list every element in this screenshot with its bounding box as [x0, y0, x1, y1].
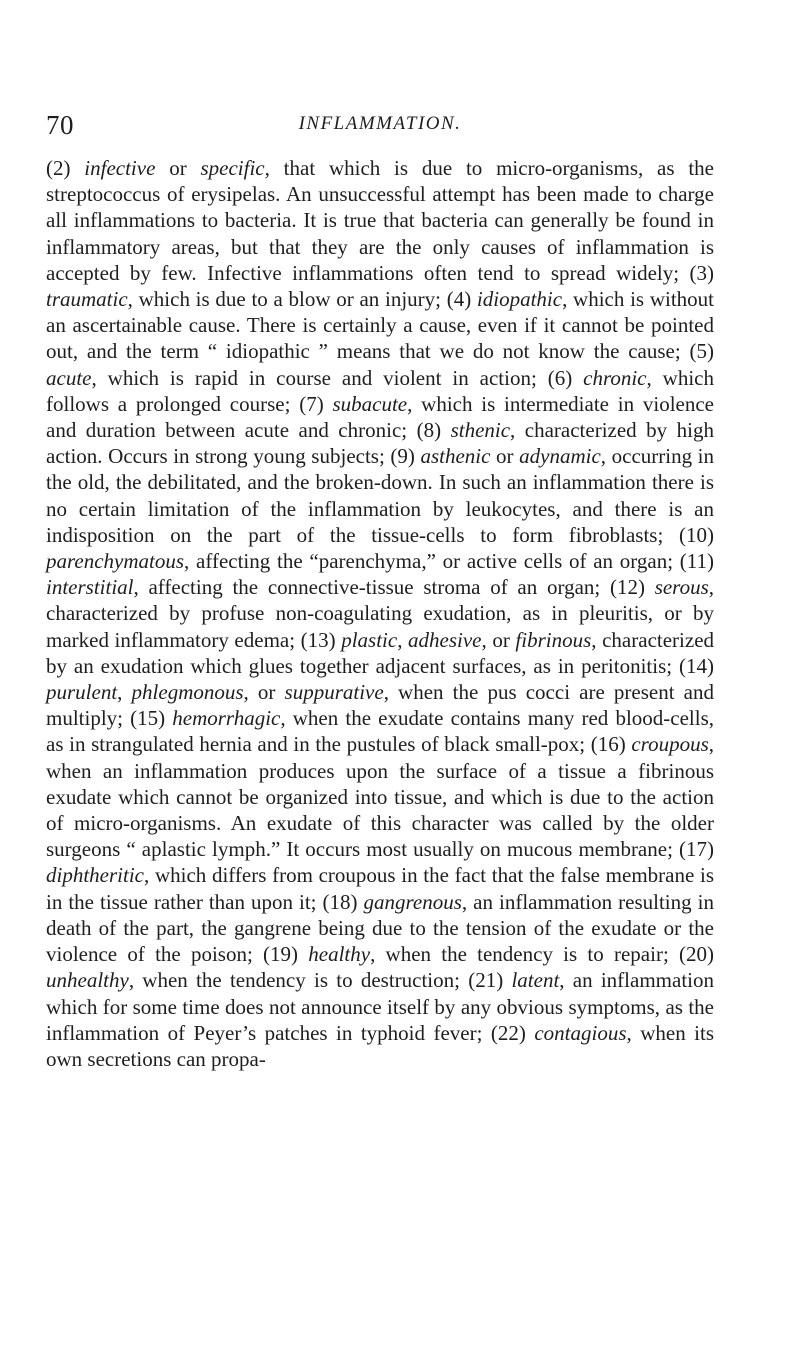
text-run: , occurring in the old, the debilitated, and the broken-down. In such an inflammation there is no certain limitation of the inflammation by leukocytes, and there is an indisposition on the part of the tissue-cells to form fibroblasts; (10) [46, 444, 715, 547]
text-run: , [397, 627, 409, 652]
term: subacute [332, 391, 408, 416]
text-run: or [490, 444, 520, 469]
term: hemorrhagic [172, 706, 281, 731]
term: adhesive [408, 627, 482, 652]
term: croupous [631, 732, 709, 757]
text-run: , characterized by profuse non-coagulating exudation, as in pleuritis, or by marked inflammatory edema; (13) [46, 575, 714, 652]
text-run: , when the pus cocci are present and multiply; (15) [46, 680, 714, 731]
text-run: , when its own secretions can propa- [46, 1020, 715, 1071]
text-run: , which differs from croupous in the fact that the false membrane is in the tissue rather than upon it; (18) [46, 863, 714, 914]
term: chronic [583, 365, 647, 390]
term: contagious [534, 1020, 627, 1045]
term: idiopathic [476, 287, 563, 312]
text-run: , characterized by an exudation which glues together adjacent surfaces, as in peritonitis; (14) [46, 627, 715, 678]
term: healthy [308, 942, 371, 967]
term: fibrinous [515, 627, 592, 652]
term: serous [654, 575, 709, 600]
term: sthenic [450, 418, 511, 443]
running-head: INFLAMMATION. [298, 113, 462, 134]
term: traumatic [46, 287, 128, 312]
term: suppurative [284, 680, 384, 705]
text-run: , which is due to a blow or an injury; (4) [127, 287, 477, 312]
term: latent [511, 968, 560, 993]
text-run: , [117, 680, 132, 705]
text-run: , characterized by high action. Occurs in strong young subjects; (9) [46, 418, 714, 469]
text-run: , that which is due to micro-organisms, as the streptococcus of erysipelas. An unsuccessful attempt has been made to charge all inflammations to bacteria. It is true that bacteria can generally be found in inflammatory areas, but that they are the only causes of inflammation is accepted by few. Infective inflammations often tend to spread widely; (3) [46, 156, 714, 285]
text-run: , an inflammation resulting in death of the part, the gangrene being due to the tension of the exudate or the violence of the poison; (19) [46, 889, 714, 967]
text-run: , when an inflammation produces upon the surface of a tissue a fibrinous exudate which cannot be organized into tissue, and which is due to the action of micro-organisms. An exudate of this character was called by the older surgeons “ aplastic lymph.” It occurs most usually on mucous membrane; (17) [46, 732, 714, 862]
text-run: (2) [46, 156, 85, 180]
term: unhealthy [46, 968, 129, 993]
page-header [46, 110, 714, 146]
text-run: , affecting the connective-tissue stroma of an organ; (12) [133, 575, 655, 600]
text-run: , affecting the “parenchyma,” or active cells of an organ; (11) [184, 549, 714, 574]
text-run: , when the tendency is to repair; (20) [370, 942, 714, 967]
term: adynamic [519, 444, 601, 469]
term: specific [200, 156, 265, 180]
term: parenchymatous [46, 549, 185, 574]
term: infective [84, 156, 156, 180]
body-paragraph [46, 155, 714, 1072]
text-run: , which is rapid in course and violent in action; (6) [91, 365, 584, 390]
term: diphtheritic [46, 863, 144, 888]
text-run: , when the exudate contains many red blood-cells, as in strangulated hernia and in the pustules of black small-pox; (16) [46, 706, 714, 757]
term: gangrenous [363, 889, 462, 914]
term: acute [46, 365, 92, 390]
term: plastic [341, 627, 398, 652]
term: purulent [46, 680, 118, 705]
text-run: or [155, 156, 201, 180]
page-number: 70 [46, 110, 74, 140]
text-run: , which is intermediate in violence and duration between acute and chronic; (8) [46, 391, 714, 443]
text-run: , which follows a prolonged course; (7) [46, 365, 714, 416]
term: asthenic [420, 444, 491, 469]
text-run: , or [481, 627, 516, 652]
text-run: , or [243, 680, 285, 705]
term: interstitial [46, 575, 134, 600]
text-run: , which is without an ascertainable cause. There is certainly a cause, even if it cannot be pointed out, and the term “ idiopathic ” means that we do not know the cause; (5) [46, 287, 714, 364]
text-run: , when the tendency is to destruction; (21) [128, 968, 512, 993]
term: phlegmonous [131, 680, 244, 705]
text-run: , an inflammation which for some time does not announce itself by any obvious symptoms, as the inflammation of Peyer’s patches in typhoid fever; (22) [46, 968, 714, 1045]
